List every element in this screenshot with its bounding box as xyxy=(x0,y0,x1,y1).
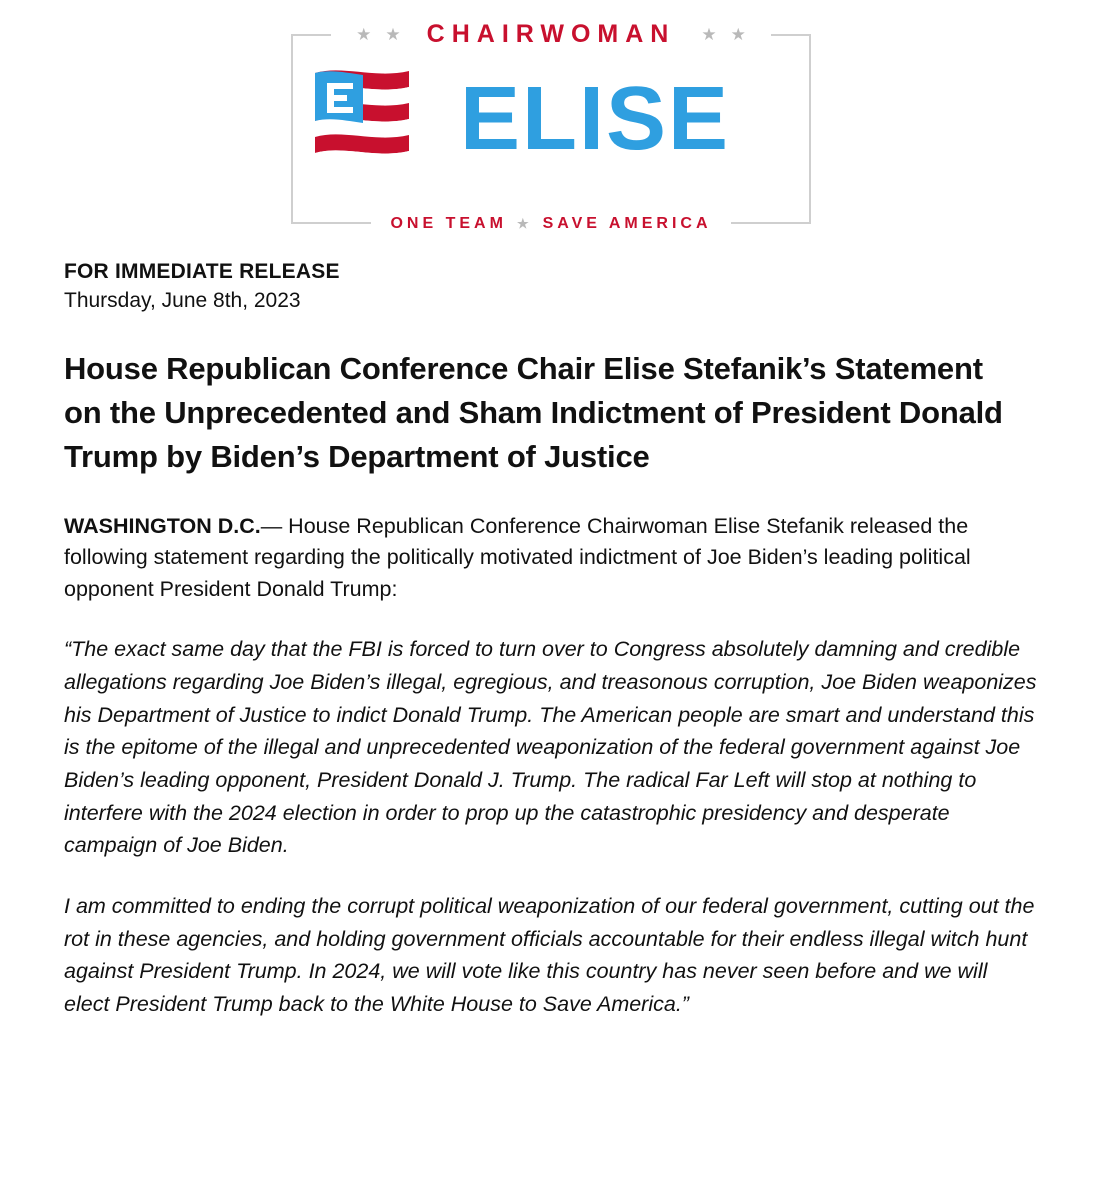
quote-paragraph-1: “The exact same day that the FBI is forced to turn over to Congress absolutely damning and credible allegations regarding Joe Biden’s illegal, egregious, and treasonous corruption, Joe Biden weaponizes his Department of Justice to indict Donald Trump. The American people are smart and understand this is the epitome of the illegal and unprecedented weaponization of the federal government against Joe Biden’s leading opponent, President Donald J. Trump. The radical Far Left will stop at nothing to interfere with the 2024 election in order to prop up the catastrophic presidency and desperate campaign of Joe Biden. xyxy=(64,637,1037,858)
logo-tagline-right: SAVE AMERICA xyxy=(542,215,712,232)
logo-tagline xyxy=(376,215,725,233)
release-date: Thursday, June 8th, 2023 xyxy=(64,289,301,312)
star-icon: ★ xyxy=(356,24,372,44)
logo-frame-right xyxy=(809,34,811,224)
release-label: FOR IMMEDIATE RELEASE xyxy=(64,260,340,283)
logo-header xyxy=(0,0,1102,232)
logo-main-row xyxy=(313,64,793,174)
star-icon: ★ xyxy=(516,216,533,231)
logo-bottom-row xyxy=(291,212,811,236)
lede-paragraph xyxy=(64,511,1038,605)
logo-elise-text: ELISE xyxy=(460,69,731,169)
lede-body: — House Republican Conference Chairwoman Elise Stefanik released the following statement regarding the politically motivated indictment of Joe Biden’s leading political opponent President Donald Trump: xyxy=(64,514,971,601)
star-icon: ★ xyxy=(385,24,401,44)
star-icon: ★ xyxy=(730,24,746,44)
star-icon: ★ xyxy=(701,24,717,44)
page-title: House Republican Conference Chair Elise Stefanik’s Statement on the Unprecedented and Sham Indictment of President Donald Trump by Biden’s Department of Justice xyxy=(64,351,1003,475)
document-body xyxy=(0,224,1102,1082)
campaign-logo xyxy=(291,19,811,232)
logo-tagline-left: ONE TEAM xyxy=(390,215,507,232)
logo-frame-left xyxy=(291,34,293,224)
dateline: WASHINGTON D.C. xyxy=(64,514,261,539)
quote-paragraph-2: I am committed to ending the corrupt political weaponization of our federal government, cutting out the rot in these agencies, and holding government officials accountable for their endless illegal witch hunt against President Trump. In 2024, we will vote like this country has never seen before and we will elect President Trump back to the White House to Save America.” xyxy=(64,893,1035,1016)
logo-top-row xyxy=(291,21,811,47)
logo-chairwoman-text: CHAIRWOMAN xyxy=(415,20,688,49)
flag-e-icon xyxy=(313,67,438,171)
